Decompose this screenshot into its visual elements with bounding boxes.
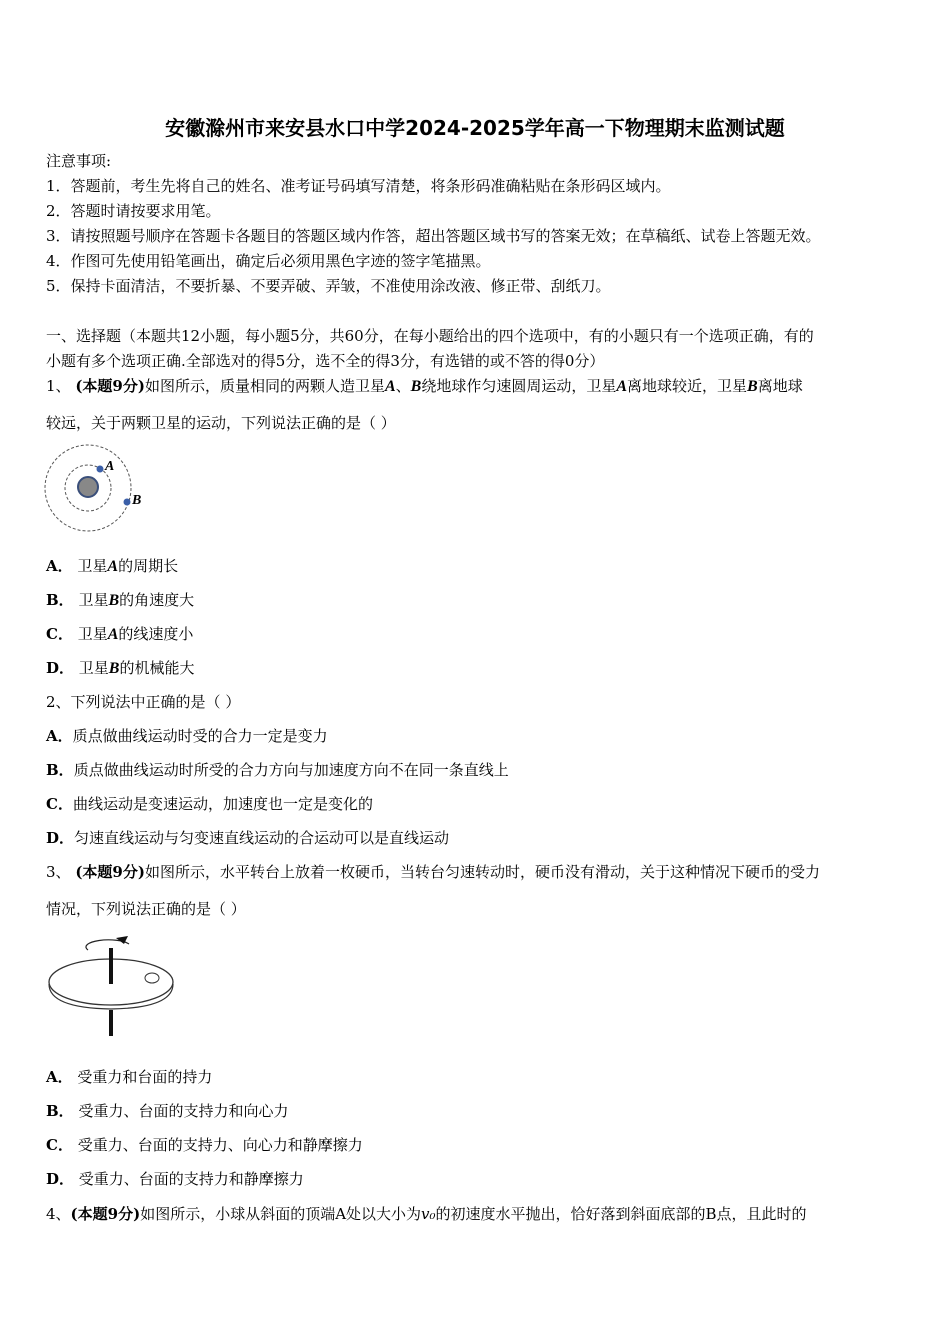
text-run: A． — [46, 1068, 73, 1086]
q2-option-d — [46, 828, 449, 848]
q3-stem — [46, 862, 820, 882]
text-run: 如图所示，水平转台上放着一枚硬币，当转台匀速转动时，硬币没有滑动，关于这种情况下硬币的受力 — [144, 863, 820, 881]
text-run: D． — [46, 659, 75, 677]
text-run: 如图所示，小球从斜面的顶端A处以大小为 — [140, 1205, 422, 1223]
q1-option-b — [46, 590, 194, 611]
text-run: B． — [46, 1102, 74, 1120]
text-run: 受重力和台面的持力 — [72, 1068, 213, 1086]
text-run: v₀ — [421, 1205, 436, 1223]
note-item: 2．答题时请按要求用笔。 — [46, 202, 221, 220]
section-heading-cont: 小题有多个选项正确.全部选对的得5分，选不全的得3分，有选错的或不答的得0分） — [46, 352, 605, 370]
text-run: 离地球较近，卫星 — [627, 377, 748, 395]
text-run: D． — [46, 829, 75, 847]
text-run: 卫星 — [74, 659, 109, 677]
text-run: 离地球 — [757, 377, 803, 395]
text-run: 曲线运动是变速运动，加速度也一定是变化的 — [72, 795, 373, 813]
q3-option-a — [46, 1067, 212, 1087]
q3-option-d — [46, 1169, 304, 1189]
text-run: (本题9分) — [70, 1205, 141, 1223]
text-run: D． — [46, 1170, 75, 1188]
q4-stem — [46, 1204, 807, 1224]
page-title: 安徽滁州市来安县水口中学2024-2025学年高一下物理期末监测试题 — [165, 116, 785, 140]
text-run: 绕地球作匀速圆周运动，卫星 — [421, 377, 617, 395]
text-run: 质点做曲线运动时所受的合力方向与加速度方向不在同一条直线上 — [73, 761, 509, 779]
q3-stem-cont: 情况，下列说法正确的是（ ） — [46, 900, 246, 918]
q1-stem — [46, 376, 803, 397]
satellite-orbit-figure — [42, 443, 162, 535]
axle-top — [109, 948, 113, 984]
text-run: B — [108, 592, 120, 609]
text-run: A — [107, 626, 119, 643]
text-run: 的周期长 — [118, 557, 179, 575]
section-heading: 一、选择题（本题共12小题，每小题5分，共60分，在每小题给出的四个选项中，有的小题只有一个选项正确，有的 — [46, 327, 814, 345]
text-run: A． — [46, 557, 73, 575]
q2-option-c — [46, 794, 373, 814]
text-run: 如图所示，质量相同的两颗人造卫星 — [144, 377, 385, 395]
text-run: 受重力、台面的支持力和静摩擦力 — [74, 1170, 304, 1188]
q1-option-d — [46, 658, 194, 679]
text-run: B． — [46, 761, 74, 779]
text-run: (本题9分) — [75, 377, 145, 395]
q3-option-b — [46, 1101, 288, 1121]
text-run: 的初速度水平抛出，恰好落到斜面底部的B点，且此时的 — [435, 1205, 807, 1223]
note-item: 5．保持卡面清洁，不要折暴、不要弄破、弄皱，不准使用涂改液、修正带、刮纸刀。 — [46, 277, 611, 295]
text-run: 的角速度大 — [119, 591, 195, 609]
coin — [145, 973, 159, 983]
text-run: (本题9分) — [75, 863, 145, 881]
text-run: 卫星 — [72, 625, 108, 643]
q1-option-c — [46, 624, 193, 645]
text-run: A — [616, 378, 628, 395]
text-run: 匀速直线运动与匀变速直线运动的合运动可以是直线运动 — [74, 829, 450, 847]
text-run: A — [384, 378, 396, 395]
text-run: C． — [46, 1136, 73, 1154]
satellite-b — [124, 499, 131, 506]
label-a: A — [105, 459, 115, 474]
text-run: B — [108, 660, 120, 677]
text-run: 、 — [395, 377, 411, 395]
text-run: 1、 — [46, 377, 76, 395]
q2-option-b — [46, 760, 509, 780]
text-run: 卫星 — [73, 591, 109, 609]
text-run: 的机械能大 — [119, 659, 195, 677]
text-run: 受重力、台面的支持力、向心力和静摩擦力 — [72, 1136, 363, 1154]
q2-stem: 2、下列说法中正确的是（ ） — [46, 693, 241, 711]
text-run: B． — [46, 591, 74, 609]
earth-icon — [78, 477, 98, 497]
text-run: 3、 — [46, 863, 76, 881]
q2-option-a — [46, 726, 328, 746]
turntable-figure — [44, 928, 176, 1038]
note-item: 3．请按照题号顺序在答题卡各题目的答题区域内作答，超出答题区域书写的答案无效；在草稿纸、试卷上答题无效。 — [46, 227, 821, 245]
q3-option-c — [46, 1135, 363, 1155]
text-run: 的线速度小 — [118, 625, 194, 643]
text-run: A — [107, 558, 119, 575]
text-run: B — [410, 378, 422, 395]
text-run: 卫星 — [72, 557, 108, 575]
q1-stem-cont: 较远，关于两颗卫星的运动，下列说法正确的是（ ） — [46, 414, 396, 432]
text-run: 受重力、台面的支持力和向心力 — [73, 1102, 289, 1120]
label-b: B — [132, 493, 142, 508]
text-run: 质点做曲线运动时受的合力一定是变力 — [72, 727, 328, 745]
text-run: B — [747, 378, 758, 395]
note-item: 1．答题前，考生先将自己的姓名、准考证号码填写清楚，将条形码准确粘贴在条形码区域内。 — [46, 177, 671, 195]
text-run: C． — [46, 795, 73, 813]
axle-bottom — [109, 1010, 113, 1036]
q1-option-a — [46, 556, 178, 577]
notes-heading: 注意事项: — [46, 152, 112, 170]
text-run: 4、 — [46, 1205, 71, 1223]
text-run: A． — [46, 727, 73, 745]
text-run: C． — [46, 625, 73, 643]
satellite-a — [97, 466, 104, 473]
note-item: 4．作图可先使用铅笔画出，确定后必须用黑色字迹的签字笔描黑。 — [46, 252, 491, 270]
